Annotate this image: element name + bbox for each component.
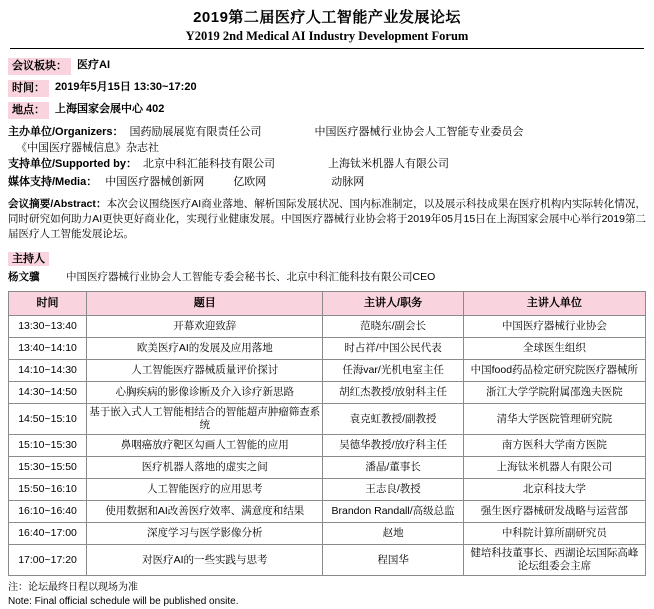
info-block [8,58,646,190]
cell-time: 15:10~15:30 [9,435,87,457]
media-name-2: 亿欧网 [233,176,267,188]
organizer-block [8,124,646,190]
cell-speaker: 任海var/光机电室主任 [323,360,463,382]
time-row [8,80,646,97]
cell-speaker: 赵地 [323,523,463,545]
cell-organization: 南方医科大学南方医院 [463,435,645,457]
cell-time: 15:50~16:10 [9,479,87,501]
column-header-speaker: 主讲人/职务 [323,292,463,316]
organizer-sub-row [8,140,646,156]
session-value: 医疗AI [77,59,110,71]
cell-speaker: Brandon Randall/高级总监 [323,501,463,523]
media-label: 媒体支持/Media： [8,176,98,188]
abstract-block [8,197,646,242]
cell-speaker: 王志良/教授 [323,479,463,501]
cell-time: 16:10~16:40 [9,501,87,523]
table-header-row [9,292,646,316]
title-block [8,6,646,53]
session-row [8,58,646,75]
cell-organization: 北京科技大学 [463,479,645,501]
place-label: 地点： [8,102,49,119]
place-row [8,102,646,119]
table-row [9,479,646,501]
agenda-table [8,291,646,576]
cell-topic: 人工智能医疗器械质量评价探讨 [87,360,323,382]
cell-speaker: 潘晶/董事长 [323,457,463,479]
cell-organization: 中国food药品检定研究院医疗器械所 [463,360,645,382]
organizer-name-2: 中国医疗器械行业协会人工智能专业委员会 [314,126,524,138]
support-name-1: 北京中科汇能科技有限公司 [142,158,275,170]
cell-topic: 深度学习与医学影像分析 [87,523,323,545]
cell-topic: 欧美医疗AI的发展及应用落地 [87,338,323,360]
cell-organization: 清华大学医院管理研究院 [463,404,645,435]
table-row [9,338,646,360]
cell-time: 13:40~14:10 [9,338,87,360]
page-title-en: Y2019 2nd Medical AI Industry Development Forum [185,29,469,43]
table-row [9,545,646,576]
media-name-1: 中国医疗器械创新网 [105,176,205,188]
host-heading: 主持人 [8,252,49,266]
cell-time: 15:30~15:50 [9,457,87,479]
cell-topic: 对医疗AI的一些实践与思考 [87,545,323,576]
media-name-3: 动脉网 [331,176,365,188]
footer-note [8,581,646,609]
cell-topic: 医疗机器人落地的虚实之间 [87,457,323,479]
organizer-name-1: 国药励展展览有限责任公司 [129,126,262,138]
cell-organization: 健培科技董事长、西湖论坛国际高峰论坛组委会主席 [463,545,645,576]
cell-time: 14:10~14:30 [9,360,87,382]
host-description: 中国医疗器械行业协会人工智能专委会秘书长、北京中科汇能科技有限公司CEO [66,271,436,283]
cell-organization: 浙江大学学院附属邵逸夫医院 [463,382,645,404]
cell-speaker: 程国华 [323,545,463,576]
time-label: 时间： [8,80,49,97]
note-cn: 注：论坛最终日程以现场为准 [8,582,138,593]
cell-speaker: 范晓东/副会长 [323,316,463,338]
host-row [8,270,646,285]
cell-topic: 心胸疾病的影像诊断及介入诊疗新思路 [87,382,323,404]
cell-organization: 中科院计算所副研究员 [463,523,645,545]
host-heading-wrap [8,249,646,267]
cell-organization: 中国医疗器械行业协会 [463,316,645,338]
cell-topic: 使用数据和AI改善医疗效率、满意度和结果 [87,501,323,523]
place-value: 上海国家会展中心 402 [55,103,165,115]
cell-topic: 开幕欢迎致辞 [87,316,323,338]
table-row [9,501,646,523]
cell-time: 16:40~17:00 [9,523,87,545]
abstract-label: 会议摘要/Abstract： [8,198,107,210]
cell-speaker: 吴德华教授/放疗科主任 [323,435,463,457]
cell-time: 14:50~15:10 [9,404,87,435]
abstract-text: 本次会议围绕医疗AI商业落地、解析国际发展状况、国内标准制定，以及展示科技成果在医疗机构内实际转化情况，同时研究如何助力AI更快更好商业化，实现行业健康发展。中国医疗器械行业协会将于2019年05月15日在上海国家会展中心举行2019第二届医疗人工智能发展论坛。 [8,198,647,240]
cell-speaker: 胡红杰教授/放射科主任 [323,382,463,404]
cell-speaker: 时占祥/中国公民代表 [323,338,463,360]
cell-organization: 全球医生组织 [463,338,645,360]
table-row [9,382,646,404]
column-header-organization: 主讲人单位 [463,292,645,316]
cell-organization: 上海钛米机器人有限公司 [463,457,645,479]
time-value: 2019年5月15日 13:30~17:20 [55,81,197,93]
media-row [8,174,646,190]
organizer-row [8,124,646,140]
cell-topic: 人工智能医疗的应用思考 [87,479,323,501]
title-divider [10,48,644,49]
cell-time: 13:30~13:40 [9,316,87,338]
cell-time: 14:30~14:50 [9,382,87,404]
session-label: 会议板块： [8,58,71,75]
column-header-topic: 题目 [87,292,323,316]
cell-topic: 基于嵌入式人工智能相结合的智能超声肿瘤筛查系统 [87,404,323,435]
table-row [9,435,646,457]
cell-time: 17:00~17:20 [9,545,87,576]
table-row [9,457,646,479]
support-row [8,156,646,172]
column-header-time: 时间 [9,292,87,316]
table-row [9,404,646,435]
table-row [9,316,646,338]
support-name-2: 上海钛米机器人有限公司 [327,158,449,170]
cell-organization: 强生医疗器械研发战略与运营部 [463,501,645,523]
cell-speaker: 袁克虹教授/副教授 [323,404,463,435]
table-row [9,523,646,545]
cell-topic: 鼻咽癌放疗靶区勾画人工智能的应用 [87,435,323,457]
table-row [9,360,646,382]
organizer-label: 主办单位/Organizers： [8,126,124,138]
note-en: Note: Final official schedule will be published onsite. [8,596,239,607]
support-label: 支持单位/Supported by： [8,158,137,170]
host-name: 杨文骥 [8,271,40,283]
page-title-cn: 2019第二届医疗人工智能产业发展论坛 [193,9,461,26]
organizer-sub-name: 《中国医疗器械信息》杂志社 [16,142,159,154]
